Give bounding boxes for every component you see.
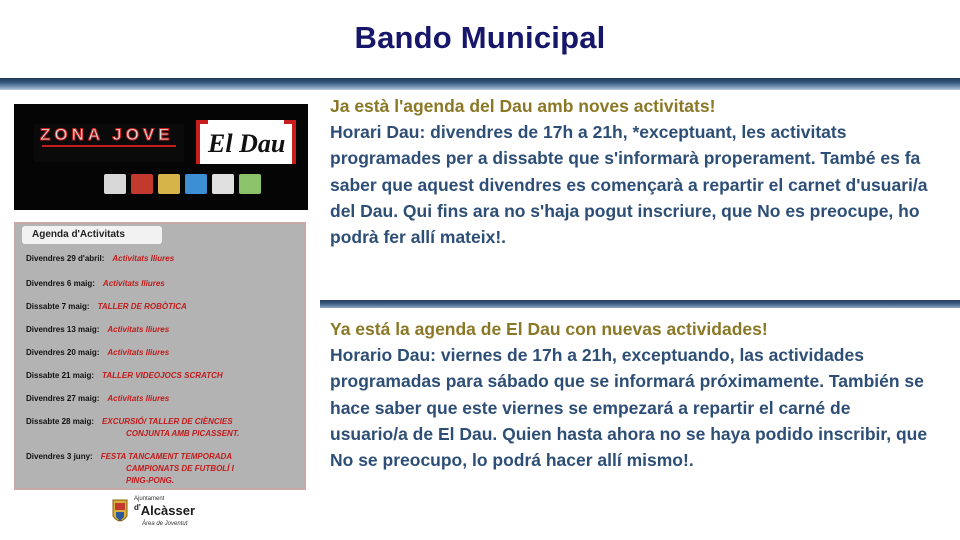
agenda-row (26, 417, 233, 426)
ajuntament-town: Alcàsser (140, 503, 196, 518)
agenda-row-date: Divendres 20 maig: (26, 348, 100, 357)
ajuntament-logo (112, 494, 202, 538)
icon-tile-2 (131, 174, 153, 194)
agenda-row-activity: EXCURSIÓ/ TALLER DE CIÈNCIES (102, 417, 233, 426)
ajuntament-name (134, 503, 195, 518)
agenda-row-date: Divendres 29 d'abril: (26, 254, 105, 263)
agenda-row-date: Divendres 3 juny: (26, 452, 93, 461)
agenda-row-activity: Activitats lliures (112, 254, 175, 263)
agenda-row (26, 254, 174, 263)
agenda-row (26, 371, 223, 380)
icon-tile-3 (158, 174, 180, 194)
agenda-row-activity: CAMPIONATS DE FUTBOLÍ I (126, 464, 234, 473)
agenda-row (26, 279, 165, 288)
icon-tile-6 (239, 174, 261, 194)
agenda-row-activity: Activitats lliures (107, 348, 170, 357)
announcement-spanish-lead: Ya está la agenda de El Dau con nuevas actividades! (330, 319, 768, 339)
agenda-row (26, 394, 169, 403)
header-divider (0, 78, 960, 90)
ajuntament-prefix: d' (134, 503, 141, 512)
announcement-catalan-lead: Ja està l'agenda del Dau amb noves activitats! (330, 96, 716, 116)
agenda-row-date: Divendres 27 maig: (26, 394, 100, 403)
zona-jove-poster (14, 104, 308, 210)
agenda-row-activity: Activitats lliures (102, 279, 165, 288)
icon-tile-1 (104, 174, 126, 194)
agenda-row-activity: Activitats lliures (107, 394, 170, 403)
agenda-row-activity: CONJUNTA AMB PICASSENT. (126, 429, 240, 438)
agenda-row (26, 348, 169, 357)
agenda-row-activity: Activitats lliures (107, 325, 170, 334)
agenda-row-activity: TALLER DE ROBÒTICA (97, 302, 187, 311)
agenda-row-activity: FESTA TANCAMENT TEMPORADA (100, 452, 233, 461)
announcement-spanish (330, 316, 930, 473)
agenda-row (26, 302, 187, 311)
agenda-row (26, 325, 169, 334)
town-shield-icon (112, 498, 128, 526)
agenda-row-date: Dissabte 21 maig: (26, 371, 95, 380)
agenda-row-date: Divendres 6 maig: (26, 279, 95, 288)
poster-icon-strip (104, 174, 261, 194)
agenda-row (26, 464, 234, 473)
agenda-row-activity: TALLER VIDEOJOCS SCRATCH (102, 371, 223, 380)
agenda-row (26, 429, 239, 438)
agenda-row (26, 476, 174, 485)
el-dau-text: El Dau (208, 129, 286, 158)
agenda-row-date: Dissabte 7 maig: (26, 302, 90, 311)
el-dau-logo (194, 116, 299, 168)
page-title: Bando Municipal (354, 20, 606, 55)
zona-jove-logo (34, 120, 184, 164)
agenda-row-activity: PING-PONG. (126, 476, 175, 485)
agenda-row-date: Divendres 13 maig: (26, 325, 100, 334)
announcement-catalan-body: Horari Dau: divendres de 17h a 21h, *exceptuant, les activitats programades per a dissabte que s'informarà properament. També es fa saber que aquest divendres es començarà a repartir el carnet d'usuari/a del Dau. Qui fins ara no s'haja pogut inscriure, que No es preocupe, ho podrà fer allí mateix!. (330, 122, 928, 248)
announcement-catalan (330, 93, 930, 250)
zona-text: ZONA JOVE (40, 125, 174, 144)
icon-tile-5 (212, 174, 234, 194)
icon-tile-4 (185, 174, 207, 194)
ajuntament-area: Àrea de Joventut (142, 521, 188, 527)
announcement-spanish-body: Horario Dau: viernes de 17h a 21h, exceptuando, las actividades programadas para sábado que se informará próximamente. También se hace saber que este viernes se empezará a repartir el carné de usuario/a de El Dau. Quien hasta ahora no se haya podido inscribir, que No se preocupo, lo podrá hacer allí mismo!. (330, 345, 928, 471)
section-divider (320, 300, 960, 308)
agenda-row (26, 452, 232, 461)
agenda-row-date: Dissabte 28 maig: (26, 417, 95, 426)
agenda-tab-label: Agenda d'Activitats (22, 226, 162, 244)
agenda-card (14, 222, 306, 490)
ajuntament-small: Ajuntament (134, 496, 165, 502)
